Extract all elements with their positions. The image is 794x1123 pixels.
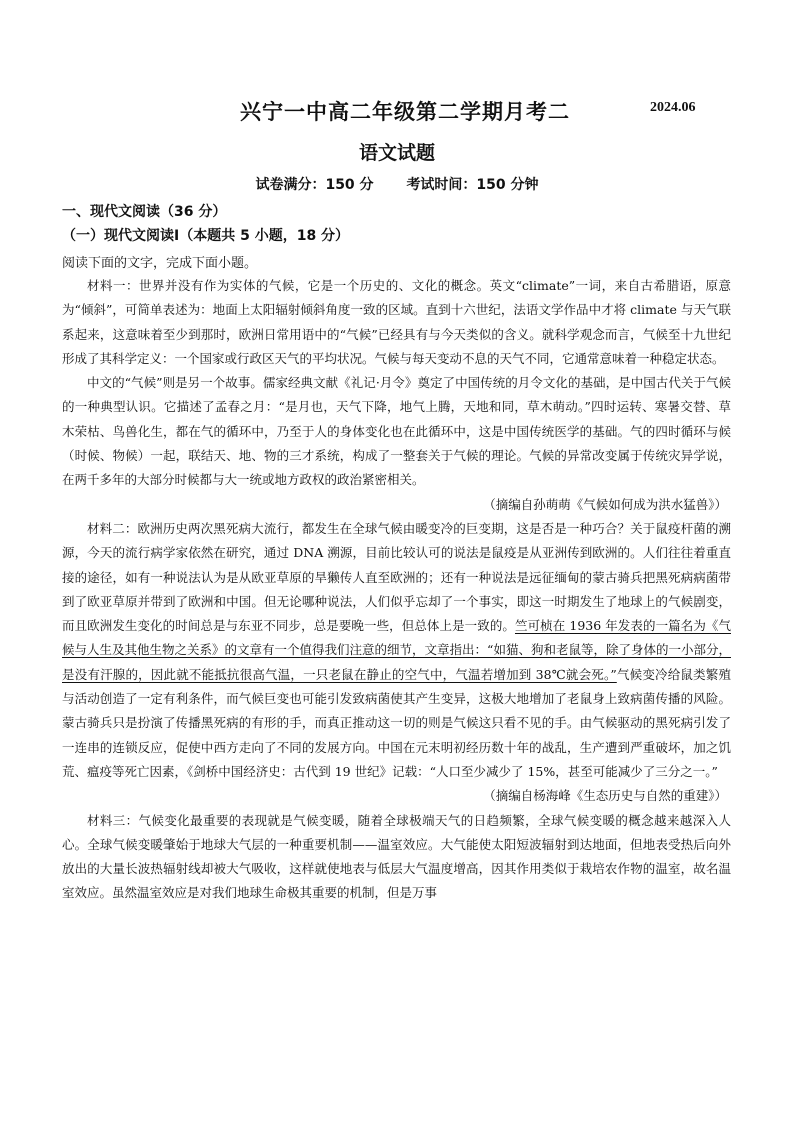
section-heading: 一、现代文阅读（36 分） — [62, 204, 227, 220]
material3-paragraph1: 材料三：气候变化最重要的表现就是气候变暖，随着全球极端天气的日趋频繁，全球气候变暖的概念越来越深入人心。全球气候变暖肇始于地球大气层的一种重要机制——温室效应。大气能使太阳短波辐射到达地面，但地表受热后向外放出的大量长波热辐射线却被大气吸收，这样就使地表与低层大气温度增高，因其作用类似于栽培农作物的温室，故名温室效应。虽然温室效应是对我们地球生命极其重要的机制，但是万事 — [62, 812, 731, 901]
material2-text-before: 材料二：欧洲历史两次黑死病大流行，都发生在全球气候由暖变冷的巨变期，这是否是一种巧合？关于鼠疫杆菌的溯源，今天的流行病学家依然在研究，通过 DNA 溯源，目前比较认可的说法是鼠疫是从亚洲传到欧洲的。人们往往着重直接的途径，如有一种说法认为是从欧亚草原的旱獭传人直至欧洲的；还有一种说法是远征缅甸的蒙古骑兵把黑死病病菌带到了欧亚草原并带到了欧洲和中国。但无论哪种说法，人们似乎忘却了一个事实，即这一时期发生了地球上的气候剧变，而且欧洲发生变化的时间总是与东亚不同步，总是要晚一些，但总体上是一致的。 — [62, 520, 731, 634]
material2-text-after: 气候变冷给鼠类繁殖与活动创造了一定有利条件，而气候巨变也可能引发致病菌使其产生变异，这极大地增加了老鼠身上致病菌传播的风险。蒙古骑兵只是扮演了传播黑死病的有形的手，而真正推动这一切的则是气候这只看不见的手。由气候驱动的黑死病引发了一连串的连锁反应，促使中西方走向了不同的发展方向。中国在元末明初经历数十年的战乱，生产遭到严重破坏，加之饥荒、瘟疫等死亡因素，《剑桥中国经济史：古代到 19 世纪》记载：“人口至少减少了 15%，甚至可能减少了三分之一。” — [62, 666, 731, 779]
subject-title: 语文试题 — [358, 142, 435, 164]
material2-underlined-text: 竺可桢在 1936 年发表的一篇名为《气候与人生及其他生物之关系》的文章有一个值得我们注意的细节，文章指出：“如猫、狗和老鼠等，除了身体的一小部分，是没有汗腺的，因此就不能抵抗很高气温，一只老鼠在静止的空气中，气温若增加到 38℃就会死。” — [62, 618, 731, 682]
material1-source: （摘编自孙萌萌《气候如何成为洪水猛兽》） — [483, 496, 727, 512]
exam-title: 兴宁一中高二年级第二学期月考二 — [240, 100, 570, 124]
reading-passage — [62, 274, 731, 906]
full-score: 试卷满分：150 分 — [255, 177, 374, 193]
instruction: 阅读下面的文字，完成下面小题。 — [62, 256, 258, 271]
exam-time: 考试时间：150 分钟 — [406, 177, 539, 193]
exam-date: 2024.06 — [650, 100, 696, 115]
subsection-heading: （一）现代文阅读Ⅰ（本题共 5 小题，18 分） — [62, 228, 350, 244]
exam-info — [0, 174, 794, 194]
material2-source: （摘编自杨海峰《生态历史与自然的重建》） — [483, 788, 727, 804]
title-row — [0, 96, 794, 122]
material1-paragraph1: 材料一：世界并没有作为实体的气候，它是一个历史的、文化的概念。英文“climate”一词，来自古希腊语，原意为“倾斜”，可简单表述为：地面上太阳辐射倾斜角度一致的区域。直到十六世纪，法语文学作品中才将 climate 与天气联系起来，这意味着至少到那时，欧洲日常用语中的“气候”已经具有与今天类似的含义。就科学观念而言，气候至十九世纪形成了其科学定义：一个国家或行政区天气的平均状况。气候与每天变动不息的天气不同，它通常意味着一种稳定状态。 — [62, 278, 731, 366]
material1-paragraph2: 中文的“气候”则是另一个故事。儒家经典文献《礼记·月令》奠定了中国传统的月令文化的基础，是中国古代关于气候的一种典型认识。它描述了孟春之月：“是月也，天气下降，地气上腾，天地和同，草木萌动。”四时运转、寒暑交替、草木荣枯、鸟兽化生，都在气的循环中，乃至于人的身体变化也在此循环中，这是中国传统医学的基础。气的四时循环与候（时候、物候）一起，联结天、地、物的三才系统，构成了一整套关于气候的理论。气候的异常改变属于传统灾异学说，在两千多年的大部分时候都与大一统或地方政权的政治紧密相关。 — [62, 375, 731, 488]
material2-paragraph — [62, 517, 731, 784]
